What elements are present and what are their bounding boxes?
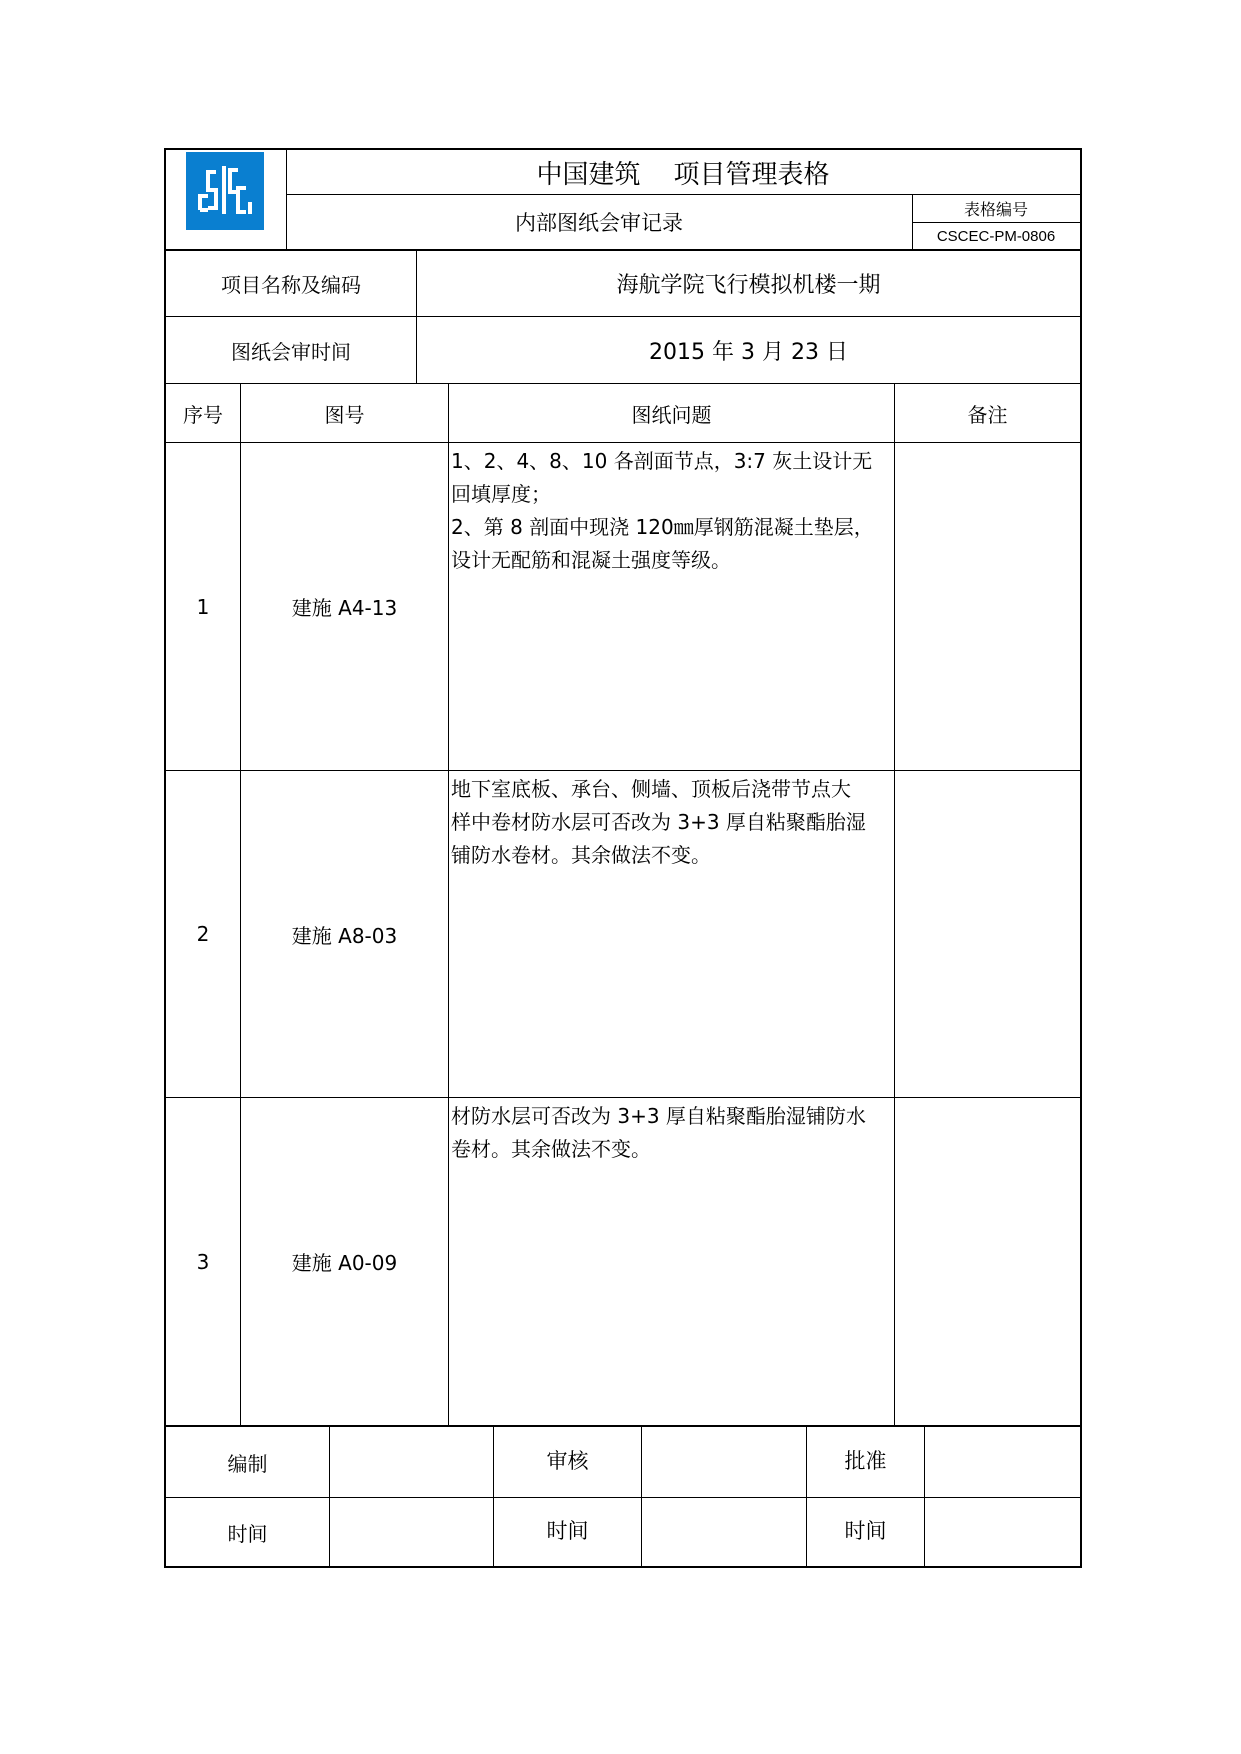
row-1-drawing: 建施 A4-13: [291, 596, 398, 620]
row-2-issue-line: 地下室底板、承台、侧墙、顶板后浇带节点大: [451, 777, 851, 801]
review-date-value: 2015 年 3 月 23 日: [649, 339, 848, 365]
row-1-issue: [449, 443, 894, 770]
col-header-issue: 图纸问题: [631, 403, 712, 427]
row-2-drawing: 建施 A8-03: [291, 923, 398, 948]
form-name: 内部图纸会审记录: [515, 211, 683, 235]
row-3-no: 3: [196, 1249, 210, 1274]
cscec-logo: [186, 152, 264, 230]
form-no-value: CSCEC-PM-0806: [936, 227, 1056, 245]
compile-time-label: 时间: [227, 1521, 268, 1546]
row-3-remark: [895, 1098, 1080, 1425]
project-name-label: 项目名称及编码: [221, 273, 361, 297]
approve-label: 批准: [844, 1449, 887, 1473]
row-1-issue-line: 2、第 8 剖面中现浇 120㎜厚钢筋混凝土垫层，: [451, 515, 874, 539]
row-1-no: 1: [196, 594, 210, 619]
project-name-value: 海航学院飞行模拟机楼一期: [616, 273, 881, 298]
row-1-issue-line: 设计无配筋和混凝土强度等级。: [451, 548, 731, 572]
review-date-label: 图纸会审时间: [231, 339, 351, 364]
row-3-issue: [449, 1098, 894, 1425]
row-2-issue-line: 铺防水卷材。其余做法不变。: [451, 843, 711, 867]
row-2-remark: [895, 771, 1080, 1097]
row-2-issue: [449, 771, 894, 1097]
row-1-remark: [895, 443, 1080, 770]
row-3-issue-line: 卷材。其余做法不变。: [451, 1137, 651, 1161]
page-title: 中国建筑 项目管理表格: [536, 159, 830, 190]
col-header-remark: 备注: [967, 403, 1008, 427]
row-3-drawing: 建施 A0-09: [291, 1251, 398, 1275]
compile-label: 编制: [227, 1451, 268, 1476]
approve-time-label: 时间: [844, 1519, 887, 1543]
col-header-drawing: 图号: [324, 403, 365, 427]
row-2-no: 2: [196, 922, 210, 946]
project-bottom-line: [166, 383, 1080, 384]
form-no-label: 表格编号: [963, 200, 1028, 219]
row-1-issue-line: 回填厚度；: [451, 482, 551, 506]
review-time-label: 时间: [546, 1519, 589, 1543]
row-3-issue-line: 材防水层可否改为 3+3 厚自粘聚酯胎湿铺防水: [451, 1104, 866, 1128]
col-header-no: 序号: [183, 403, 223, 427]
row-2-issue-line: 样中卷材防水层可否改为 3+3 厚自粘聚酯胎湿: [451, 810, 866, 834]
review-label: 审核: [546, 1449, 589, 1473]
row-1-issue-line: 1、2、4、8、10 各剖面节点，3:7 灰土设计无: [451, 449, 873, 473]
